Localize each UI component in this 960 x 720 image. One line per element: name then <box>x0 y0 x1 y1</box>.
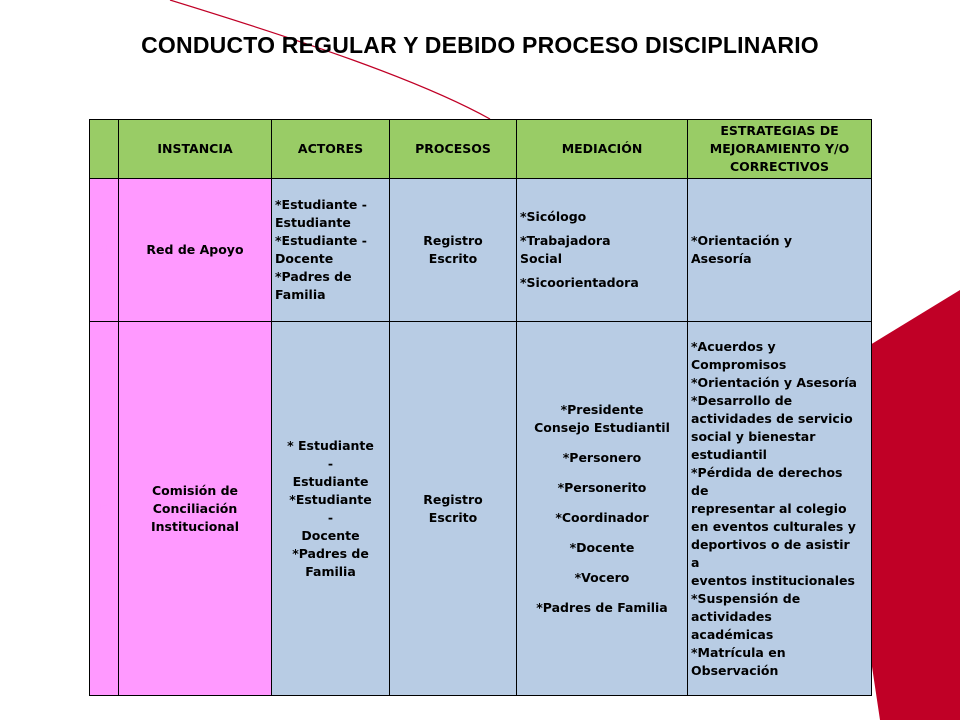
decorative-curve <box>170 0 490 119</box>
header-mediacion: MEDIACIÓN <box>517 120 688 179</box>
mediacion-item: *Personerito <box>557 479 647 495</box>
decorative-red-shape <box>870 290 960 720</box>
mediacion-item: *Docente <box>569 539 635 555</box>
actores-cell: *Estudiante - Estudiante *Estudiante - Docente *Padres de Familia <box>272 179 390 322</box>
procesos-cell: Registro Escrito <box>390 322 517 696</box>
mediacion-item: *Sicólogo <box>520 209 587 224</box>
header-row <box>90 120 872 179</box>
mediacion-item: *Coordinador <box>555 509 649 525</box>
mediacion-item: *Sicoorientadora <box>520 275 639 290</box>
header-estrategias: ESTRATEGIAS DE MEJORAMIENTO Y/O CORRECTIVOS <box>688 120 872 179</box>
instancia-cell: Red de Apoyo <box>119 179 272 322</box>
row-number: 4 <box>90 179 119 322</box>
procesos-cell: Registro Escrito <box>390 179 517 322</box>
mediacion-cell <box>517 179 688 322</box>
discipline-table <box>89 119 872 696</box>
mediacion-item: *Trabajadora Social <box>520 233 611 266</box>
header-instancia: INSTANCIA <box>119 120 272 179</box>
header-procesos: PROCESOS <box>390 120 517 179</box>
table-row <box>90 322 872 696</box>
mediacion-cell <box>517 322 688 696</box>
page-title: CONDUCTO REGULAR Y DEBIDO PROCESO DISCIPLINARIO <box>141 32 819 58</box>
header-actores: ACTORES <box>272 120 390 179</box>
actores-cell: * Estudiante - Estudiante *Estudiante - Docente *Padres de Familia <box>272 322 390 696</box>
mediacion-item: *Personero <box>562 449 642 465</box>
estrategias-cell: *Orientación y Asesoría <box>688 179 872 322</box>
table-row <box>90 179 872 322</box>
mediacion-item: *Presidente Consejo Estudiantil <box>534 401 670 435</box>
mediacion-item: *Vocero <box>574 569 630 585</box>
instancia-cell: Comisión de Conciliación Institucional <box>119 322 272 696</box>
header-blank <box>90 120 119 179</box>
mediacion-item: *Padres de Familia <box>536 599 668 615</box>
estrategias-cell: *Acuerdos y Compromisos *Orientación y Asesoría *Desarrollo de actividades de servicio social y bienestar estudiantil *Pérdida de derechos de representar al colegio en eventos culturales y deportivos o de asistir a eventos institucionales *Suspensión de actividades académicas *Matrícula en Observación <box>688 322 872 696</box>
row-number: 5 <box>90 322 119 696</box>
